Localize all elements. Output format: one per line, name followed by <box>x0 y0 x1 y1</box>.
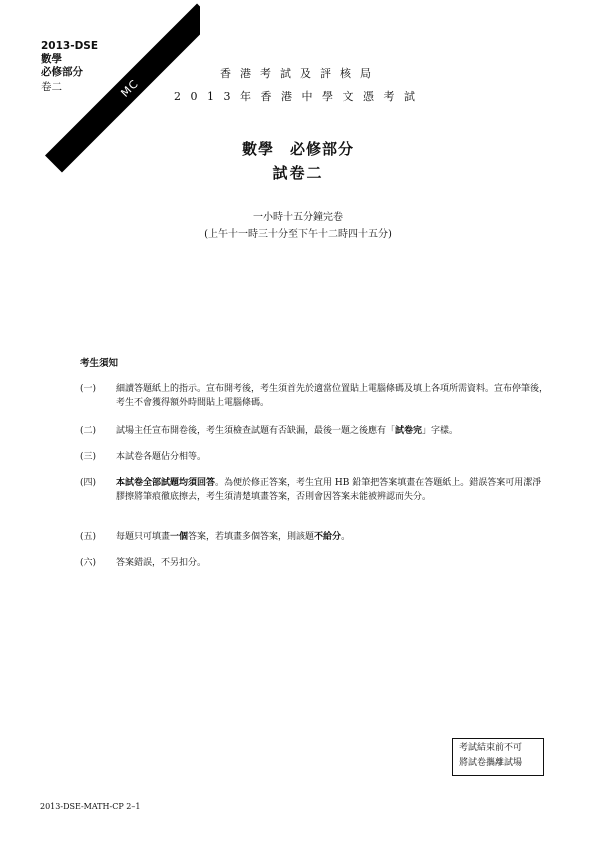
instruction-item: (一) 細讀答題紙上的指示。宣布開考後，考生須首先於適當位置貼上電腦條碼及填上各項所需資料。宣布停筆後，考生不會獲得額外時間貼上電腦條碼。 <box>80 384 549 408</box>
instruction-item: (三) 本試卷各題佔分相等。 <box>80 452 207 462</box>
duration: 一小時十五分鐘完卷 <box>253 212 343 223</box>
code-line-1: 2013-DSE <box>41 40 99 52</box>
paper-code <box>41 40 98 94</box>
paper-title: 試卷二 <box>272 164 324 182</box>
page-footer: 2013-DSE-MATH-CP 2–1 <box>40 802 141 811</box>
page-title: 數學 必修部分 <box>241 140 354 158</box>
notice-box <box>452 738 544 776</box>
instructions-heading: 考生須知 <box>80 358 119 369</box>
exam-name: 2013年香港中學文憑考試 <box>174 90 425 103</box>
code-line-2: 數學 <box>41 53 62 65</box>
notice-line-2: 將試卷攜離試場 <box>459 758 523 768</box>
notice-line-1: 考試結束前不可 <box>459 743 523 753</box>
code-line-4: 卷二 <box>41 81 62 93</box>
code-line-3: 必修部分 <box>41 66 83 78</box>
authority-name: 香港考試及評核局 <box>220 67 380 80</box>
instruction-item: (二) 試場主任宣布開卷後，考生須檢查試題有否缺漏，最後一題之後應有「試卷完」字樣。 <box>80 426 459 436</box>
instruction-item: (四) 本試卷全部試題均須回答。為便於修正答案，考生宜用 HB 鉛筆把答案填畫在答題紙上。錯誤答案可用潔淨膠擦將筆痕徹底擦去，考生須清楚填畫答案，否則會因答案未能被辨認而失分。 <box>80 478 542 502</box>
instruction-item: (六) 答案錯誤，不另扣分。 <box>80 558 207 568</box>
instruction-item: (五) 每題只可填畫一個答案，若填畫多個答案，則該題不給分。 <box>80 532 351 542</box>
exam-time: (上午十一時三十分至下午十二時四十五分) <box>204 229 392 240</box>
banner-label: MC <box>45 4 200 173</box>
